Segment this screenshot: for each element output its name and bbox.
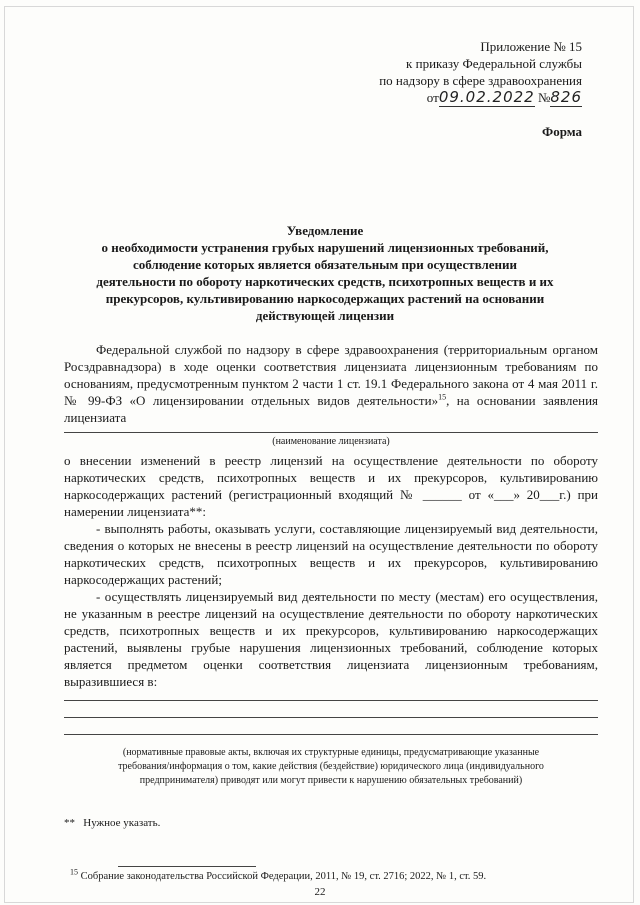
acts-caption-1: (нормативные правовые акты, включая их структурные единицы, предусматривающие указанные [122,747,540,758]
violation-line-2 [64,717,598,718]
document-subtitle-4: прекурсоров, культивированию наркосодержащих растений на основании [105,291,545,306]
licensee-caption: (наименование лицензиата) [272,436,390,447]
from-prefix: от [426,90,439,105]
page-number: 22 [314,886,326,898]
footnote [70,867,487,882]
document-subtitle-5: действующей лицензии [255,308,395,323]
footnote-mark: 15 [70,867,78,877]
appendix-number: Приложение № 15 [480,39,582,54]
acts-caption-2: требования/информация о том, какие действия (бездействие) юридического лица (индивидуального [118,761,544,772]
footnote-text: Собрание законодательства Российской Федерации, 2011, № 19, ст. 2716; 2022, № 1, ст. 59. [80,871,487,882]
document-subtitle-3: деятельности по обороту наркотических средств, психотропных веществ и их [96,274,554,289]
acts-caption-3: предпринимателя) приводят или могут привести к нарушению обязательных требований) [139,775,523,786]
document-subtitle-2: соблюдение которых является обязательным при осуществлении [132,257,517,272]
footnote-separator [118,866,256,867]
note-mark: ** [64,817,75,829]
violation-line-1 [64,700,598,701]
changes-paragraph: о внесении изменений в реестр лицензий на осуществление деятельности по обороту наркотических средств, психотропных веществ и их прекурсоров, культивированию наркосодержащих растений (регистрационный входящий № ______ от «___» 20___г.) при намерении лицензиата**: [64,453,598,519]
order-line: к приказу Федеральной службы [406,56,582,71]
order-date-line [427,89,582,106]
intro-after: на основании заявления лицензиата [64,393,599,425]
form-label: Форма [542,124,582,139]
bullet-works: - выполнять работы, оказывать услуги, составляющие лицензируемый вид деятельности, сведения о которых не внесены в реестр лицензий на осуществление деятельности по обороту наркотических средств, психотропных веществ и их прекурсоров, культивированию наркосодержащих растений; [64,521,598,587]
intro-paragraph: Федеральной службой по надзору в сфере здравоохранения (территориальным органом Росздравнадзора) в ходе оценки соответствия лицензиата лицензионным требованиям по основаниям, предусмотренным пунктом 2 части 1 ст. 19.1 Федерального закона от 4 мая 2011 г. № 99-ФЗ «О лицензировании отдельных видов деятельности»$^{15}$, на основании заявления лицензиата [64,342,599,425]
number-prefix: № [537,90,551,105]
intro-text: Федеральной службой по надзору в сфере здравоохранения (территориальным органом Росздравнадзора) в ходе оценки соответствия лицензиата лицензионным требованиям по основаниям, предусмотренным пунктом 2 части 1 ст. 19.1 Федерального закона от 4 мая 2011 г. № 99-ФЗ «О лицензировании отдельных видов деятельности» [64,342,598,408]
document-subtitle-1: о необходимости устранения грубых нарушений лицензионных требований, [101,240,549,255]
agency-line: по надзору в сфере здравоохранения [379,73,582,88]
bullet-places: - осуществлять лицензируемый вид деятельности по месту (местам) его осуществления, не указанным в реестре лицензий на осуществление деятельности по обороту наркотических средств, психотропных веществ и их прекурсоров, культивированию наркосодержащих растений, выявлены грубые нарушения лицензионных требований, соблюдение которых является предметом оценки соответствия лицензиата лицензионным требованиям, выразившиеся в: [64,589,598,689]
document-title: Уведомление [286,223,364,238]
note [64,817,160,829]
footnote-ref: 15 [438,392,447,402]
handwritten-number: 826 [550,88,582,106]
licensee-field-line [64,432,598,433]
note-text: Нужное указать. [83,817,161,829]
violation-line-3 [64,734,598,735]
handwritten-date: 09.02.2022 [438,88,535,106]
